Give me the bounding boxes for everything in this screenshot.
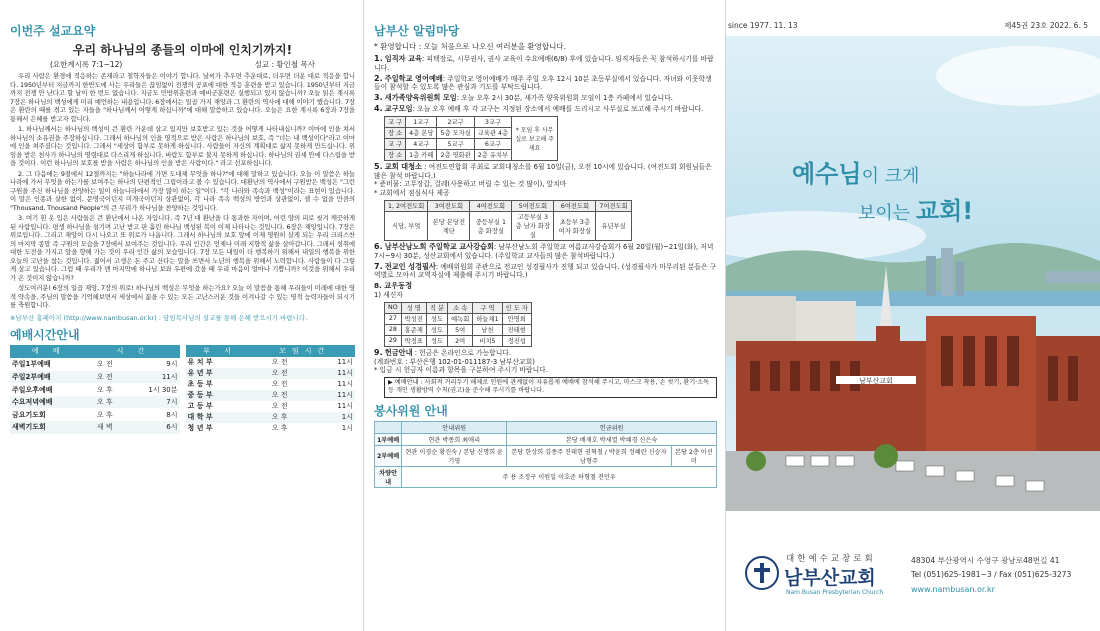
newfamily-cell: 비치5 xyxy=(473,335,502,346)
newfamily-cell: 진태현 xyxy=(502,324,531,335)
notice-item xyxy=(374,55,717,73)
notice-number: 1. xyxy=(374,54,383,63)
worship-row xyxy=(10,358,180,371)
notice-number: 3. xyxy=(374,93,383,103)
notice-item xyxy=(374,94,717,103)
district-cell: 장 소 xyxy=(385,149,406,160)
district-cell: 교 구 xyxy=(385,116,406,127)
dept-loc: 오 후 xyxy=(254,412,304,423)
newfamily-cell: 28 xyxy=(385,324,402,335)
church-logo-icon xyxy=(744,555,780,591)
sermon-paragraph: 우리 사람은 환경에 적응하는 존재라고 철학자들은 이야기 합니다. 날씨가 추우면 추운대로, 더우면 더운 대로 적응을 합니다. 1950년부터 지금까지 한반도에 사는 우리들은 끊임없이 전쟁의 공포에 대한 적응 훈련을 받고 있습니다. 1950년부터 지금까지 전쟁 안 난다고 할 날이 한 번도 없습니다. 지금도 민방위훈련과 예비군훈련은 실행되고 있지 않습니까? 오늘 읽은 계시록 7장은 하나님의 백성에게 미리 예언하는 내용입니다. 6장에서는 일곱 가지 재앙과 그 환란의 역사에 대해 이야기 했습니다. 7장은 환란의 때를 겪고 있는 자들을 "하나님께서 어떻게 하십니까"에 대해 말씀하고 있습니다. 오늘은 요한 계시록 6장과 7장을 통해서 은혜를 받고자 합니다. xyxy=(10,72,355,123)
cover-header xyxy=(726,18,1100,32)
district-table xyxy=(384,116,558,161)
cleaning-head: 1, 2여전도회 xyxy=(385,200,428,211)
newfamily-table xyxy=(384,302,532,347)
dept-name: 중 등 부 xyxy=(186,390,255,401)
notice-number: 2. xyxy=(374,73,383,83)
newfamily-head: NO xyxy=(385,302,402,313)
notice-item xyxy=(374,243,717,261)
dept-loc: 오 전 xyxy=(254,390,304,401)
worship-time: 6시 xyxy=(122,421,180,434)
dept-time: 11시 xyxy=(337,402,353,410)
worship-th: 시 간 xyxy=(88,345,180,359)
worship-row xyxy=(10,408,180,421)
welcome-text: * 환영합니다 : 오늘 처음으로 나오신 여러분을 환영합니다. xyxy=(374,42,566,51)
since-date: since 1977. 11. 13 xyxy=(728,20,798,30)
dept-row xyxy=(186,379,356,390)
dept-name: 유 년 부 xyxy=(186,368,255,379)
worship-row xyxy=(10,371,180,384)
district-cell: 교 구 xyxy=(385,138,406,149)
notice-number: 6. xyxy=(374,241,383,251)
district-cell: 2층 유치부 xyxy=(474,149,511,160)
worship-time: 8시 xyxy=(166,410,178,419)
sermon-panel xyxy=(0,0,364,631)
notice-number: 4. xyxy=(374,103,383,113)
cleaning-head: 4여전도회 xyxy=(470,200,512,211)
phone-fax: Tel (051)625-1981~3 / Fax (051)625-3273 xyxy=(911,570,1072,579)
newfamily-cell: 성도 xyxy=(426,313,447,324)
cleaning-cell: 초등부 3층 여자 화장실 xyxy=(554,211,596,240)
dept-time: 11시 xyxy=(337,358,353,366)
worship-row xyxy=(10,396,180,409)
cleaning-head: 6여전도회 xyxy=(554,200,596,211)
dept-loc: 오 전 xyxy=(254,368,304,379)
district-cell: 1층 카페 xyxy=(406,149,437,160)
dept-row xyxy=(186,368,356,379)
sermon-header: 이번주 설교요약 xyxy=(10,24,96,38)
district-cell: 4교구 xyxy=(406,138,437,149)
worship-row xyxy=(10,421,180,434)
dept-th: 부 서 xyxy=(186,345,255,357)
sermon-paragraph: 2. 그 다음에는 9절에서 12절까지는 "하늘나라에 가면 도대체 무엇을 하나?"에 대해 말하고 있습니다. 오늘 이 말씀은 하늘나라에 가서 무엇을 하는가를 보여주는 하나의 단편적인 그림이라고 볼 수 있습니다. 대환난의 역사에서 구원받은 백성은 "그런 구원을 주신 하나님을 찬양하는 일이 하늘나라에서 가장 많이 하는 일"이다. "각 나라와 족속과 백성"이라는 표현이 있습니다. 이 말은 인종과 살한 없이, 문명국이던지 미개국이던지 상관없이, 각 나라 족속 백성의 방언과 상관없이, 셀 수 없을 만큼의 "Thousand, Thousand People"의 큰 무리가 하나님을 찬양하는 것입니다. xyxy=(10,169,355,212)
worship-loc: 오 후 xyxy=(96,410,113,419)
notice-title: 교구모임 xyxy=(384,103,413,113)
notice-item xyxy=(374,105,717,114)
slogan-line-2: 보이는 교회! xyxy=(858,197,974,225)
issue-info: 제45권 23호 2022. 6. 5 xyxy=(1004,20,1088,30)
cleaning-head: 5여전도회 xyxy=(512,200,554,211)
dept-loc: 오 전 xyxy=(271,358,288,366)
newfamily-head: 소 속 xyxy=(448,302,473,313)
newfamily-cell: 남천 xyxy=(473,324,502,335)
church-footer xyxy=(726,545,1100,631)
dept-name: 청 년 부 xyxy=(187,424,213,432)
cleaning-cell: 유년부실 xyxy=(596,211,631,240)
newfamily-cell: 안명희 xyxy=(502,313,531,324)
district-cell: 5층 모자실 xyxy=(437,127,474,138)
worship-table xyxy=(10,345,180,434)
sermon-title: 우리 하나님의 종들의 이마에 인치기까지! xyxy=(72,43,293,57)
volunteer-header: 봉사위원 안내 xyxy=(374,403,448,418)
notice-item xyxy=(374,263,717,281)
notice-text: : 예배위원회 주관으로 전교인 성경필사가 진행 되고 있습니다. (성경필사가 마무리된 분들은 구역별로 모아서 교역자실에 제출해 주시기 바랍니다.) xyxy=(374,262,717,280)
newfamily-cell: 성도 xyxy=(426,324,447,335)
notice-title: 전교인 성경필사 xyxy=(384,261,436,271)
worship-name: 주일1부예배 xyxy=(12,360,51,369)
notice-text: : 오늘 오후 2시 30분, 새가족 양육위원회 모임이 1층 카페에서 있습니다. xyxy=(456,94,673,103)
vol-th: 헌금위원 xyxy=(507,421,717,433)
notice-item: 8. 교우동정 1) 새신자 xyxy=(374,281,413,299)
newfamily-cell: 박정표 xyxy=(401,335,426,346)
newfamily-cell: 정진섭 xyxy=(502,335,531,346)
newfamily-cell: 박성진 xyxy=(401,313,426,324)
church-illustration xyxy=(726,36,1100,511)
dept-row xyxy=(186,423,356,434)
newfamily-cell: 5여 xyxy=(448,324,473,335)
district-cell: 교육관 4층 xyxy=(474,127,511,138)
sermon-paragraph: 3. 여기 흰 옷 입은 사람들은 큰 환난에서 나온 자입니다. 즉 7년 대 환난을 다 통과한 자이며, 어린 양의 피로 씻겨 깨끗하게 된 사람입니다. 평생 하나님을 섬기며 고난 받고 판 흘린 하나님 백성된 복이 이제 나타나는 것입니다. 6장은 재앙입니다. 7장은 위로입니다. 그리고 재앙이 다시 나오고 또 위로가 나옵니다. 그래서 하나님의 보호 앞에 이제 영원히 살게 되는 우리 크리스찬의 마지막 종말 즉 구원의 모습을 7장에서 보여주는 것입니다. 우리 인간은 언제나 미래 지향적 삶을 살아갑니다. 그래서 성취에 대한 도전을 가지고 앞을 향해 가는 것이 우리 인간 삶의 모습입니다. 7장 모든 내일이 더 행복하기 위해서 내일의 행복을 위한 오늘의 고난을 참는 것입니다. 젊어서 고생은 돈 주고 산다는 말을 쓰면서 노년의 행복을 위해서 노력합니다. 사람들이 다 그렇게 살고 있습니다. 그럼 때 우리가 맨 마지막에 하나님 보좌 우편에 갔을 때 우리 마음이 얼마나 기쁩니까? 이것을 위해서 우리가 온 것이지 않습니까? xyxy=(10,214,355,282)
worship-loc: 오 후 xyxy=(88,396,122,409)
district-cell: 6교구 xyxy=(474,138,511,149)
sermon-paragraph: 성도여러분! 6장의 일곱 재앙, 7장의 위로! 하나님의 백성은 무엇을 하는가요? 오늘 이 말씀을 통해 우리들이 미래에 대한 영적 약속을, 주님의 말씀을 기억해보면서 세상에서 짊을 수 있는 모든 고난스러운 것들 이겨나갈 수 있는 영적 능력자들이 되시기를 축원합니다. xyxy=(10,284,355,309)
newfamily-cell: 성도 xyxy=(426,335,447,346)
church-photo xyxy=(726,36,1100,511)
newfamily-head-row xyxy=(385,302,532,313)
news-header: 남부산 알림마당 xyxy=(374,24,460,38)
worship-time: 1시 30분 xyxy=(148,385,178,394)
newfamily-row xyxy=(385,324,532,335)
volunteer-table: 안내위원 헌금위원 1부예배 현관 박종희 최애리 본당 배재호 박세열 박혜경 신은숙 2부예배 현관 이경순 황진숙 / 본당 신명희 윤기영 본당 한상희 김종주 진태현 권혁철 / 박윤희 정혜란 신승자 남형주 본당 2층 이선미 차량안내 주 용 조정구 이원일 이호준 하형철 전민우 xyxy=(374,421,717,488)
notice-title: 임직자 교육 xyxy=(384,54,422,63)
notice-text: : 주일학교 영어예배가 매주 주일 오후 12시 10분 초등부실에서 있습니다. 자녀와 이웃학생들이 참석할 수 있도록 많은 관심과 기도를 부탁드립니다. xyxy=(374,74,712,92)
newfamily-head: 구 역 xyxy=(473,302,502,313)
newfamily-cell: 29 xyxy=(385,335,402,346)
sermon-meta xyxy=(10,59,355,70)
sermon-paragraph: 1. 하나님께서는 하나님의 백성이 큰 환란 가운데 살고 있지만 보호받고 있는 것을 어떻게 나타내십니까? 이마에 인을 쳐서 하나님의 소유권을 주장하십니다. 그래서 하나님의 인을 영적으로 받은 사람은 하나님의 보호, 즉 "너는 내 백성이다"라고 이마에 인을 쳐주셨다는 것입니다. 그래서 "세상이 함부로 못하게 하십니다. 사람들이 자신의 계획대로 삶지 못하게 만드십니다. 위임을 받은 천사가 하나님의 명령대로 다스리게 하십니다. 바람도 함부로 불지 못하게 하십니다. 하나님의 권세 안에 다스림을 받을 것이다. 이런 하나님의 보호를 받을 사람은 하나님의 인을 받은 사람이다." 라고 선포하십니다. xyxy=(10,125,355,167)
notice-title: 남부산남노회 주일학교 교사강습회 xyxy=(384,241,494,251)
notice-title: 새가족양육위원회 모임 xyxy=(384,93,457,103)
scripture: (요한계시록 7:1~12) xyxy=(50,60,123,69)
newfamily-row xyxy=(385,335,532,346)
website-note: ※남부산 홈페이지 (http://www.nambusan.or.kr) : 담임목사님의 설교를 통해 은혜 받으시기 바랍니다. xyxy=(10,313,308,322)
dept-time: 11시 xyxy=(337,380,353,388)
district-cell: 4층 본당 xyxy=(406,127,437,138)
worship-name: 주일2부예배 xyxy=(10,371,88,384)
district-cell: 장 소 xyxy=(385,127,406,138)
worship-name: 수요저녁예배 xyxy=(10,396,88,409)
notice-title: 주일학교 영어예배 xyxy=(384,73,443,83)
newfamily-cell: 홍준재 xyxy=(401,324,426,335)
worship-time: 9시 xyxy=(166,360,178,369)
cleaning-cell: 본당 본당전 계단 xyxy=(428,211,470,240)
notice-text: : 피택장로, 시무권사, 권사 교육이 수요예배(6/8) 후에 있습니다. 임직자들은 꼭 참석하시기를 바랍니다. xyxy=(374,55,714,72)
slogan-line-1: 예수님이 크게 xyxy=(792,160,920,188)
notice-item xyxy=(374,75,717,93)
cleaning-cell: 중등부실 1층 화장실 xyxy=(470,211,512,240)
notice-item: 9. 헌금안내 : 헌금은 온라인으로 가능합니다. (계좌번호 : 부산은행 102-01-011187-3 남부산교회) * 입금 시 헌금자 이름과 항목을 구분하여 주시기 바랍니다. xyxy=(374,347,548,375)
newfamily-cell: 27 xyxy=(385,313,402,324)
worship-loc: 오 후 xyxy=(96,385,113,394)
worship-time: 7시 xyxy=(122,396,180,409)
newfamily-head: 인 도 자 xyxy=(502,302,531,313)
dept-loc: 오 전 xyxy=(271,380,288,388)
dept-time: 1시 xyxy=(341,424,353,432)
district-cell: 2교구 xyxy=(437,116,474,127)
cleaning-head: 3여전도회 xyxy=(428,200,470,211)
notice-item: 5. 교회 대청소 : 여전도연합회 주최로 교회대청소를 6월 10일(금), 오전 10시에 있습니다. (여전도회 회원님들은 많은 참석 바랍니다.) * 준비물: 고무장갑, 걸레(사용하고 버릴 수 있는 것 많이), 앞치마 * 교회에서 점심식사 제공 xyxy=(374,161,712,198)
cleaning-cell: 고등부실 3층 남자 화장실 xyxy=(512,211,554,240)
schedule-tables xyxy=(10,345,355,434)
dept-time: 11시 xyxy=(305,390,355,401)
dept-loc: 오 후 xyxy=(271,424,288,432)
dept-row xyxy=(186,390,356,401)
preacher: 설교 : 황인철 목사 xyxy=(254,60,315,69)
newfamily-cell: 예녹회 xyxy=(448,313,473,324)
worship-th: 예 배 xyxy=(10,345,88,359)
worship-loc: 오 전 xyxy=(96,360,113,369)
denomination: 대한예수교장로회 xyxy=(786,554,876,564)
worship-name: 새벽기도회 xyxy=(10,421,88,434)
newfamily-row xyxy=(385,313,532,324)
dept-loc: 오 전 xyxy=(271,402,288,410)
worship-loc: 새 벽 xyxy=(88,421,122,434)
address: 48304 부산광역시 수영구 광남로48번길 41 xyxy=(911,556,1060,565)
vol-th: 안내위원 xyxy=(402,421,507,433)
cover-panel xyxy=(726,0,1100,631)
website-link[interactable]: www.nambusan.or.kr xyxy=(911,585,995,594)
district-cell: 2층 영화관 xyxy=(437,149,474,160)
district-row xyxy=(385,116,558,127)
news-panel xyxy=(364,0,726,631)
district-note: * 모임 후 사무실로 보고해 주세요 xyxy=(512,116,558,160)
district-cell: 3교구 xyxy=(474,116,511,127)
cleaning-head-row xyxy=(385,200,632,211)
dept-name: 대 학 부 xyxy=(186,412,255,423)
notice-number: 7. xyxy=(374,261,383,271)
dept-name: 고 등 부 xyxy=(187,402,213,410)
district-cell: 5교구 xyxy=(437,138,474,149)
dept-table xyxy=(186,345,356,434)
newfamily-cell: 2여 xyxy=(448,335,473,346)
cleaning-cell: 식당, 부엌 xyxy=(385,211,428,240)
dept-row xyxy=(186,401,356,412)
dept-name: 초 등 부 xyxy=(187,380,213,388)
newfamily-head: 직 분 xyxy=(426,302,447,313)
church-name: 남부산교회 xyxy=(784,567,876,589)
newfamily-cell: 하늘채1 xyxy=(473,313,502,324)
cleaning-row xyxy=(385,211,632,240)
church-sign: 남부산교회 xyxy=(859,377,893,385)
worship-loc: 오 전 xyxy=(88,371,122,384)
church-eng-name: Nam Busan Presbyterian Church xyxy=(786,589,884,596)
worship-notice-box: ▶ 예배안내 : 사회적 거리두기 해제로 인원에 관계없이 자유롭게 예배에 참석해 주시고, 마스크 착용, 손 씻기, 환기·소독 등 개인 생활방역 수칙(권고)을 준수해 주시기를 바랍니다. xyxy=(384,377,717,397)
dept-row xyxy=(186,412,356,423)
cleaning-head: 7여전도회 xyxy=(596,200,631,211)
worship-row xyxy=(10,383,180,396)
dept-time: 1시 xyxy=(305,412,355,423)
dept-name: 유 치 부 xyxy=(187,358,213,366)
schedule-header: 예배시간안내 xyxy=(10,327,80,342)
worship-time: 11시 xyxy=(122,371,180,384)
worship-name: 주일오후예배 xyxy=(12,385,53,394)
dept-time: 11시 xyxy=(305,368,355,379)
cleaning-table xyxy=(384,200,632,241)
worship-name: 금요기도회 xyxy=(12,410,46,419)
notice-text: : 오늘 오후 예배 후 각 교구는 지정된 장소에서 예배를 드리시고 사무실로 보고해 주시기 바랍니다. xyxy=(412,104,704,113)
notice-text: : 남부산남노회 주일학교 여름교사강습회가 6월 20일(월)~21일(화), 저녁 7시~9시 30분, 성산교회에서 있습니다. (주일학교 교사들의 많은 참석바랍니다.) xyxy=(374,242,714,260)
dept-row xyxy=(186,357,356,368)
dept-th: 모임시간 xyxy=(254,345,355,357)
district-cell: 1교구 xyxy=(406,116,437,127)
newfamily-head: 성 명 xyxy=(401,302,426,313)
